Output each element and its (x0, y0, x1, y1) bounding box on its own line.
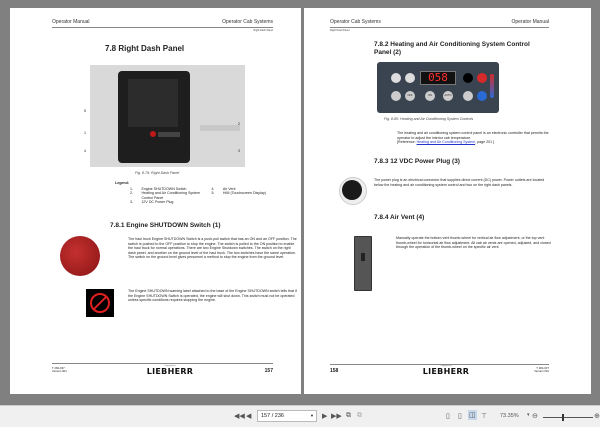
footer-doc: T 284-037 Version 001 (534, 366, 549, 374)
header-sub: Right Dash Panel (330, 29, 350, 32)
figure-caption: Fig. 8-79: Right Dash Panel (135, 171, 180, 175)
first-page-button[interactable]: ◀◀ (234, 413, 245, 420)
page-number: 157 (264, 368, 273, 374)
legend-table: 1. Engine SHUTDOWN Switch 4. Air Vent 2. Heating and Air Conditioning System Control Panel 5. HMI (Touchscreen Display) 3. 12V DC Power Plug (130, 187, 267, 205)
header-left: Operator Manual (52, 19, 90, 25)
zoom-dropdown[interactable]: ▾ (527, 412, 530, 418)
paragraph: The haul truck Engine SHUTDOWN Switch is a push-pull switch that has an ON and an OFF position. The switch is pushed to the OFF position to stop the engine. The switch is pulled to the ON position to enable the haul truck for normal operations. There are two Engine Shutdown switches. The switch on the right dash panel, and another on the ground level of the haul truck. The two switches have the same operation. The switch on the ground level gives personnel a method to stop the engine from the ground level. (128, 237, 297, 260)
callout-4: 4 (84, 149, 86, 153)
footer-doc: T 284-037 Version 001 (52, 366, 67, 374)
last-page-button[interactable]: ▶▶ (331, 413, 342, 420)
viewer-toolbar (0, 405, 600, 427)
on-button: ON (425, 91, 435, 101)
two-page-view-icon[interactable]: ◫ (469, 412, 476, 419)
single-page-view-icon[interactable]: ▯ (446, 413, 450, 420)
header-sub: Right Dash Panel (253, 29, 273, 32)
reference-link[interactable]: Heating and Air Conditioning System (416, 140, 476, 145)
power-plug-image (339, 177, 367, 205)
callout-2: 2 (238, 122, 240, 126)
section-783-title: 7.8.3 12 VDC Power Plug (3) (374, 158, 460, 165)
page-number: 158 (330, 368, 339, 374)
subsection-title: 7.8.1 Engine SHUTDOWN Switch (1) (110, 222, 221, 229)
rotate-back-icon[interactable]: ⧉ (357, 412, 362, 419)
header-left: Operator Cab Systems (330, 19, 381, 25)
shutdown-switch-image (60, 236, 100, 276)
liebherr-logo: Copyright by LIEBHERR (422, 365, 470, 376)
rotate-icon[interactable]: ⧉ (346, 412, 351, 419)
zoom-slider[interactable] (543, 417, 593, 418)
right-page (304, 8, 591, 394)
header-right: Operator Manual (511, 19, 549, 25)
fit-icon[interactable]: ⊤ (481, 413, 488, 420)
figure-caption: Fig. 8-80: Heating and Air Conditioning System Controls (384, 117, 474, 121)
zoom-out-icon[interactable]: ⊖ (532, 413, 538, 420)
callout-1: 1 (84, 131, 86, 135)
paragraph: Manually operate the bottom vent thumb-wheel for vertical air flow adjustment, or the top vent thumb-wheel for horizontal air flow adjustment. All cab air vents are opened, adjusted, and closed through the operation of the thumb-wheel on the specific air vent. (396, 236, 551, 250)
continuous-view-icon[interactable]: ▯ (458, 413, 462, 420)
liebherr-logo: Copyright by LIEBHERR (146, 365, 194, 376)
zoom-slider-thumb[interactable] (562, 414, 564, 421)
paragraph: The heating and air conditioning system control panel is an electronic controller that permits the operator to adjust the interior cab temperature. [Reference: Heating and Air Conditioning System, page 201 ] (397, 131, 549, 145)
section-784-title: 7.8.4 Air Vent (4) (374, 214, 425, 221)
previous-page-button[interactable]: ◀ (246, 413, 252, 420)
off-button: OFF (405, 91, 415, 101)
temperature-display: 058 (420, 71, 456, 85)
hvac-control-panel-image (377, 62, 499, 113)
zoom-level[interactable]: 73.35% (500, 413, 519, 419)
dash-panel-figure (84, 65, 245, 167)
section-title: 7.8 Right Dash Panel (105, 44, 185, 53)
legend-title: Legend: (115, 181, 129, 185)
header-right: Operator Cab Systems (222, 19, 273, 25)
auto-button: AUTO (443, 91, 453, 101)
paragraph: The power plug is an electrical connector that supplies direct current (DC) power. Power outlets are located below the heating and air conditioning system control and two on the right dash panels. (374, 178, 545, 187)
page-number-input[interactable]: 157 / 236 ▼ (257, 410, 317, 422)
callout-3: 3 (238, 149, 240, 153)
section-782-title: 7.8.2 Heating and Air Conditioning System Control Panel (2) (374, 41, 530, 56)
left-page (10, 8, 301, 394)
shutdown-warning-icon (86, 289, 114, 317)
zoom-in-icon[interactable]: ⊕ (594, 413, 600, 420)
air-vent-image (354, 236, 372, 291)
callout-5: 5 (84, 109, 86, 113)
next-page-button[interactable]: ▶ (322, 413, 328, 420)
paragraph: The Engine SHUTDOWN warning label attached to the base of the Engine SHUTDOWN switch tells that if the Engine SHUTDOWN Switch is operated, the engine will shut down. This switch must not be operated unless specific conditions requires stopping the engine. (128, 289, 297, 303)
